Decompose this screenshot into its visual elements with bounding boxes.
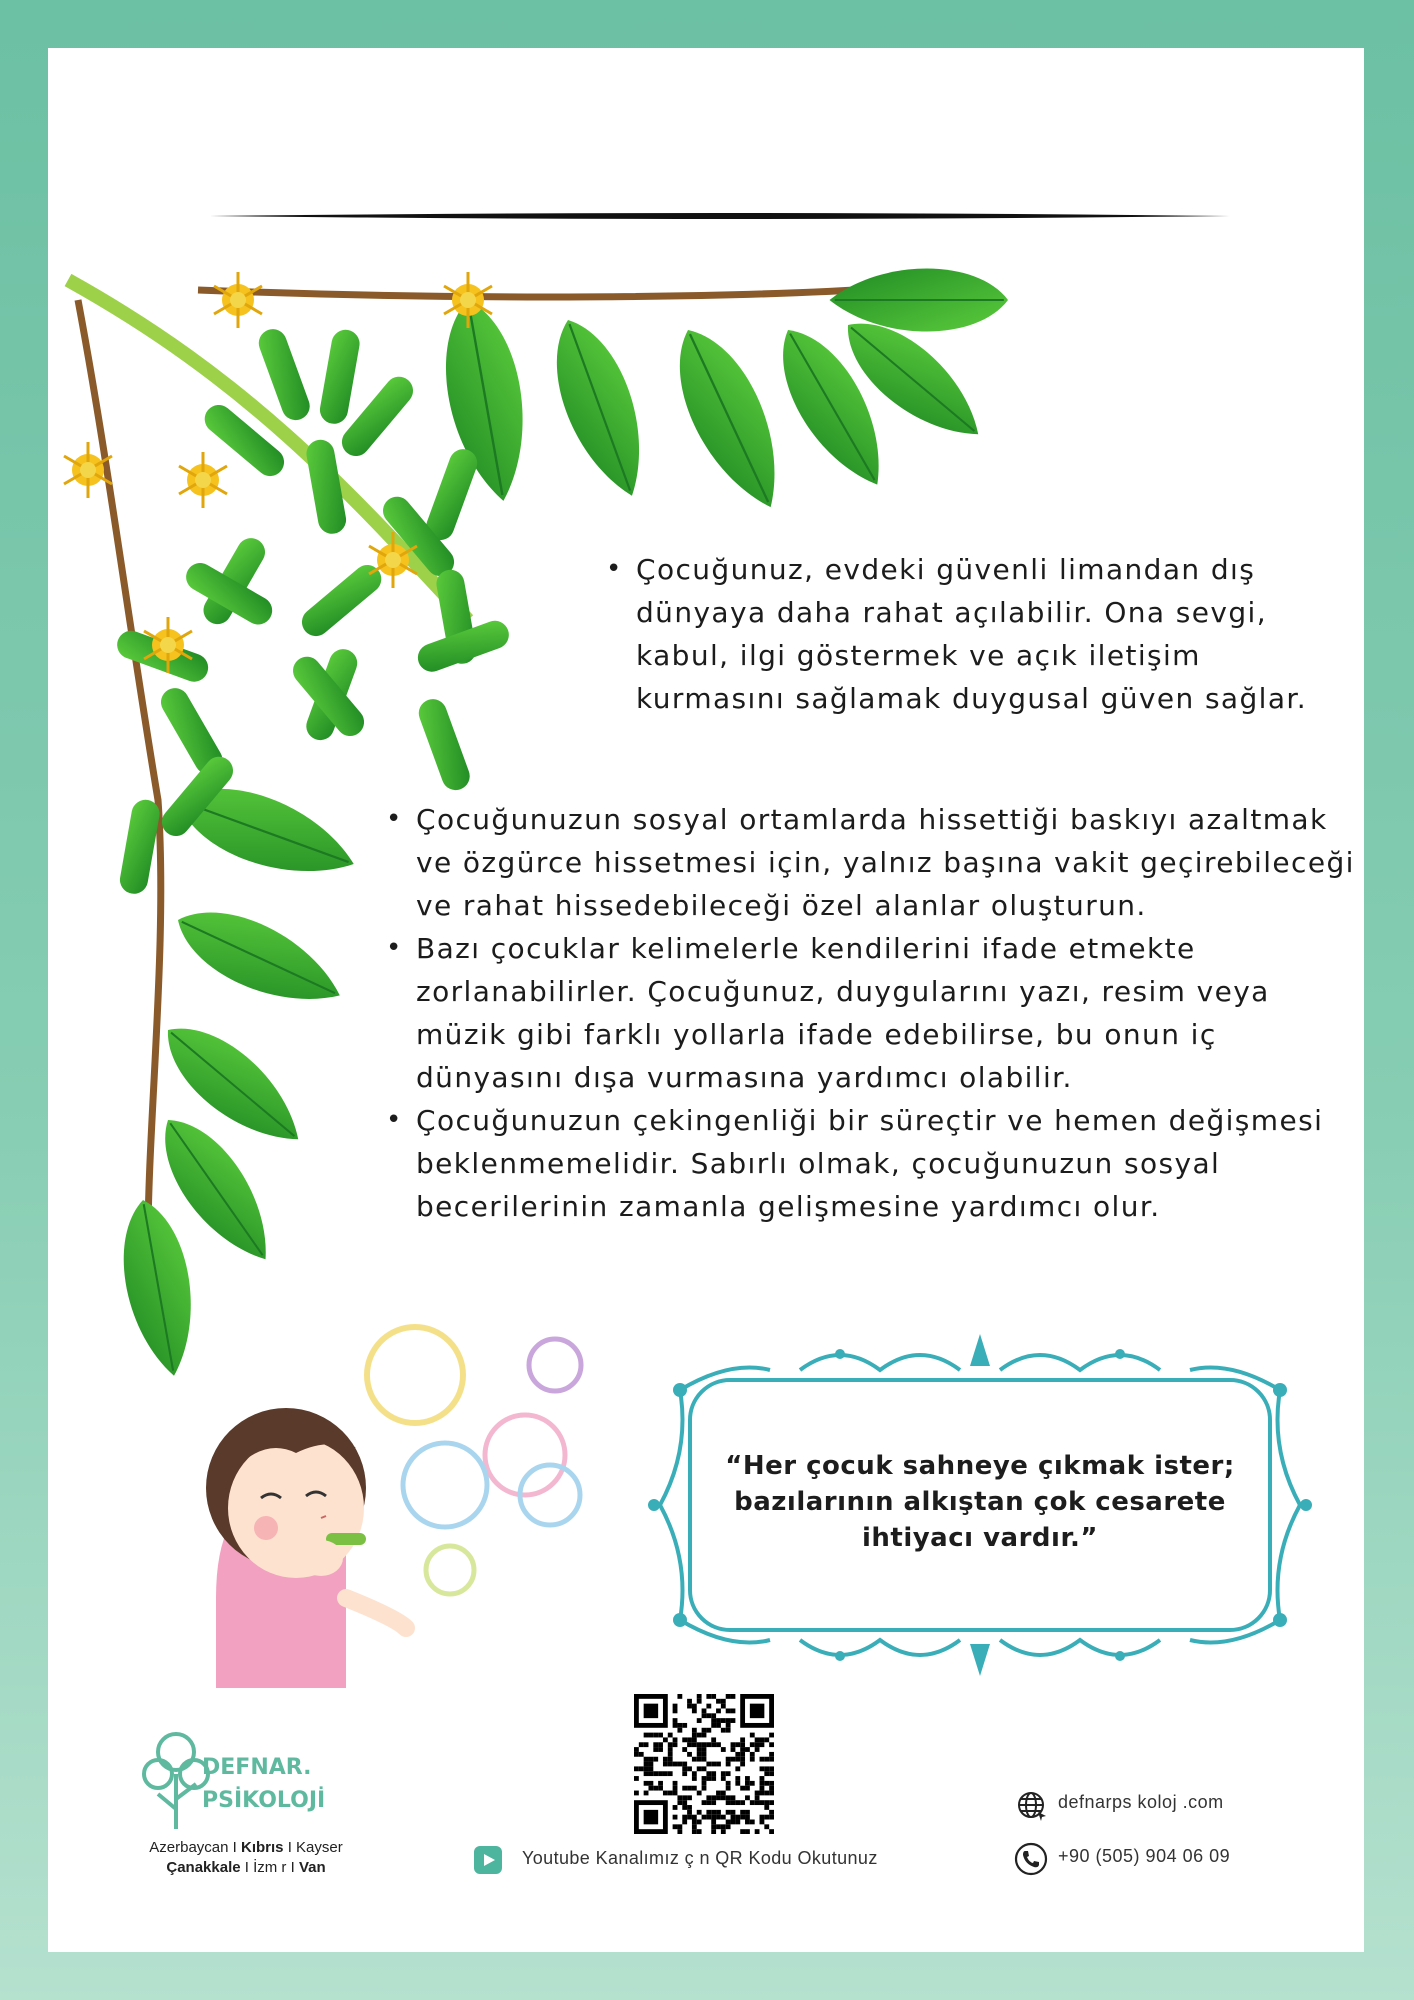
girl-illustration — [176, 1398, 436, 1688]
city: İzm r — [253, 1859, 287, 1876]
qr-code[interactable] — [634, 1694, 774, 1834]
globe-icon — [1016, 1790, 1048, 1822]
tip-item: • Çocuğunuz, evdeki güvenli limandan dış dünyaya daha rahat açılabilir. Ona sevgi, kabul, ilgi göstermek ve açık iletişim kurmasını sağlamak duygusal güven sağlar. — [604, 548, 1344, 720]
youtube-caption: Youtube Kanalımız ç n QR Kodu Okutunuz — [522, 1848, 878, 1868]
tip-item: • Çocuğunuzun çekingenliği bir süreçtir ve hemen değişmesi beklenmemelidir. Sabırlı olmak, çocuğunuzun sosyal becerilerinin zamanla gelişmesine yardımcı olur. — [384, 1099, 1364, 1228]
city: Kayser — [296, 1839, 343, 1856]
city: Çanakkale — [166, 1859, 241, 1876]
youtube-icon[interactable] — [474, 1846, 502, 1874]
quote-text — [700, 1448, 1260, 1556]
cities-list — [136, 1838, 356, 1878]
phone-icon — [1014, 1842, 1048, 1876]
tip-list-top — [604, 548, 1344, 720]
website-link[interactable]: defnarps koloj .com — [1058, 1792, 1224, 1812]
phone-number[interactable]: +90 (505) 904 06 09 — [1058, 1846, 1231, 1866]
separator: I — [290, 1859, 295, 1876]
brand-subname: PSİKOLOJİ — [202, 1788, 326, 1813]
tip-list-main — [384, 798, 1364, 1228]
tip-item: • Çocuğunuzun sosyal ortamlarda hissettiği baskıyı azaltmak ve özgürce hissetmesi için, yalnız başına vakit geçirebileceği ve rahat hissedebileceği özel alanlar oluşturun. — [384, 798, 1364, 927]
quote-line: bazılarının alkıştan çok cesarete — [734, 1487, 1226, 1517]
quote-line: ihtiyacı vardır.” — [861, 1523, 1099, 1553]
quote-line: “Her çocuk sahneye çıkmak ister; — [725, 1451, 1235, 1481]
separator: I — [244, 1859, 249, 1876]
brand-name: DEFNAR. — [202, 1755, 312, 1780]
city: Van — [298, 1859, 326, 1876]
city: Azerbaycan — [149, 1839, 229, 1856]
tip-item: • Bazı çocuklar kelimelerle kendilerini ifade etmekte zorlanabilirler. Çocuğunuz, duygularını yazı, resim veya müzik gibi farklı yollarla ifade edebilirse, bu onun iç dünyasını dışa vurmasına yardımcı olabilir. — [384, 927, 1364, 1099]
city: Kıbrıs — [241, 1839, 284, 1856]
top-divider — [210, 212, 1230, 220]
separator: I — [232, 1839, 237, 1856]
separator: I — [287, 1839, 292, 1856]
